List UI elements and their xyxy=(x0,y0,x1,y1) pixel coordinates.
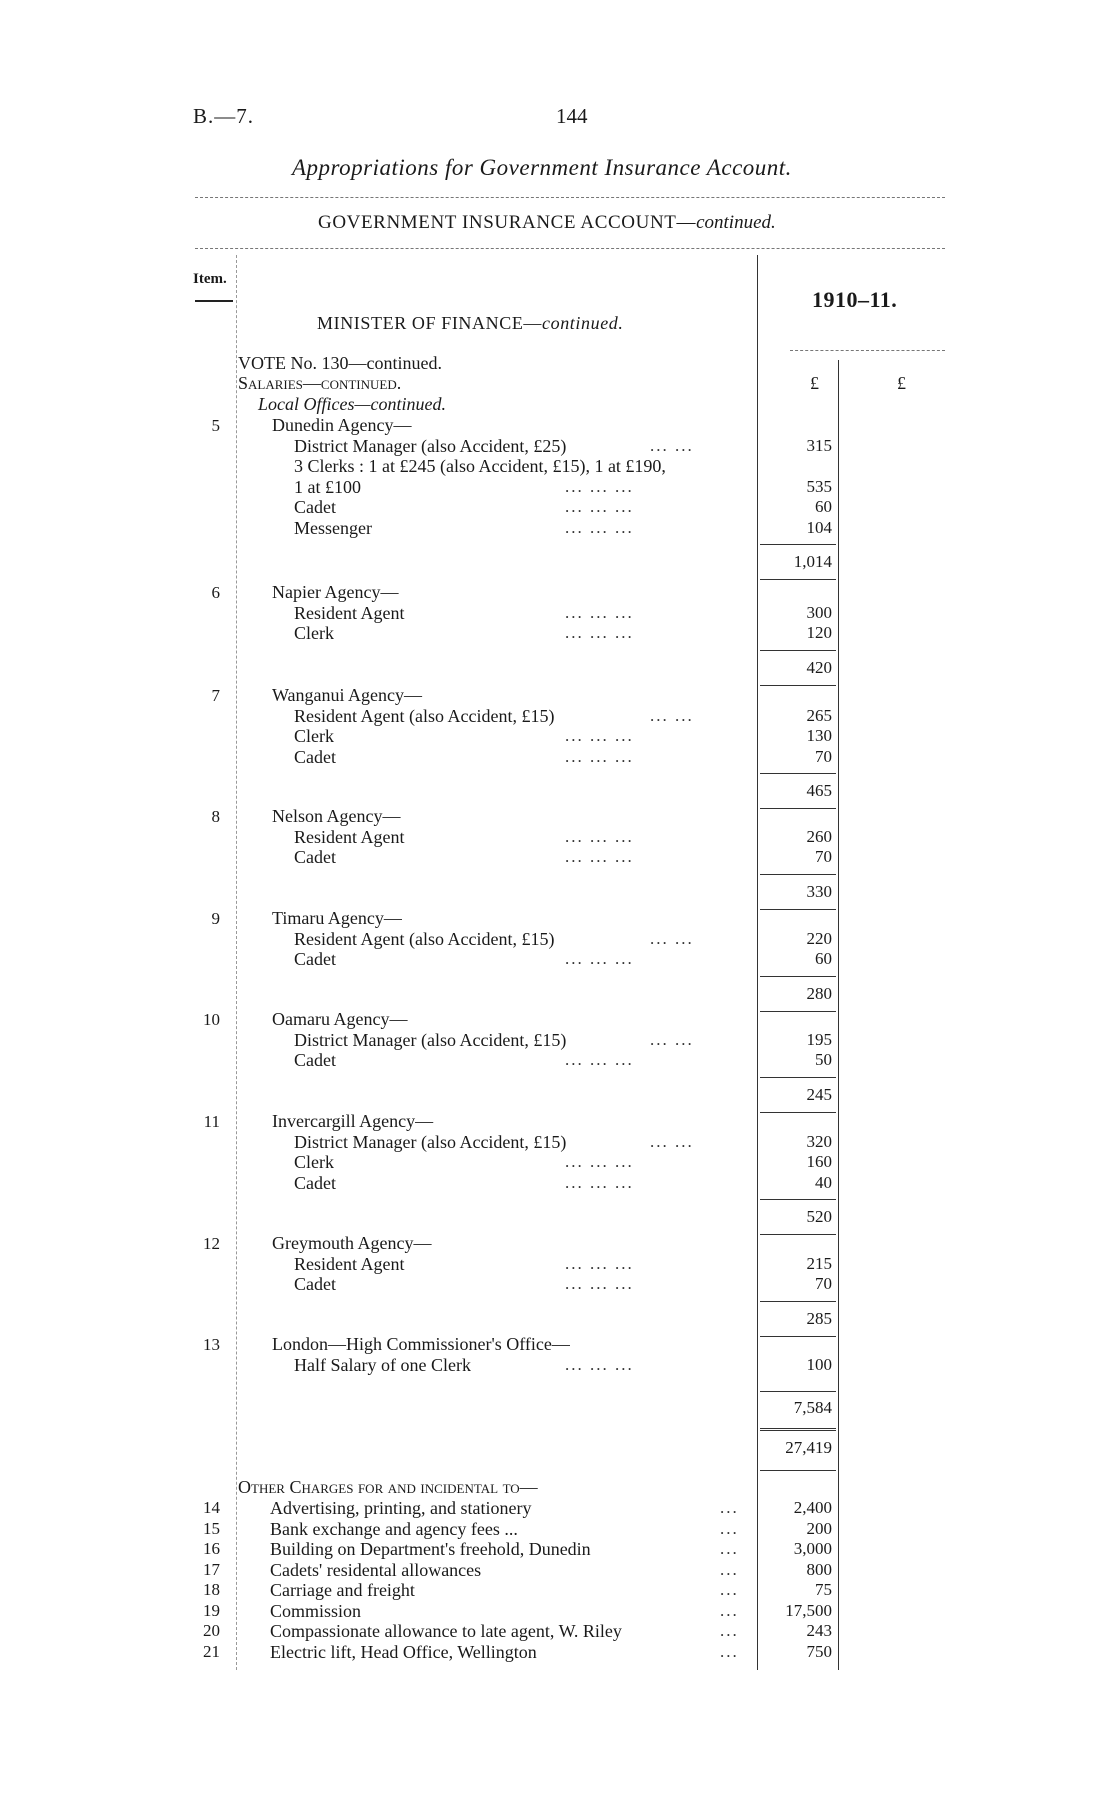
leader-dots: ... ... ... xyxy=(565,497,634,516)
agency-total-bottom-rule xyxy=(760,1234,836,1235)
other-charges-heading: Other Charges for and incidental to— xyxy=(238,1477,538,1497)
agency-name: Timaru Agency— xyxy=(272,908,402,928)
leader-dots: ... ... ... xyxy=(565,623,634,642)
leader-dots: ... ... ... xyxy=(565,1354,634,1374)
document-code: B.—7. xyxy=(193,104,255,128)
agency-total: 1,014 xyxy=(793,552,832,571)
leader-dots: ... ... ... xyxy=(565,746,634,766)
agency-total-bottom-rule xyxy=(760,909,836,910)
minister-main: MINISTER OF FINANCE— xyxy=(317,313,543,333)
agency-item-number: 10 xyxy=(203,1010,220,1029)
other-charge-amount: 3,000 xyxy=(793,1539,832,1558)
leader-dots: ... ... ... xyxy=(565,949,634,968)
agency-line-label: Cadet xyxy=(294,1172,336,1193)
agency-line-amount: 160 xyxy=(806,1152,832,1171)
agency-total-rule xyxy=(760,1301,836,1302)
leader-dots: ... xyxy=(720,1621,739,1640)
local-offices-total: 7,584 xyxy=(793,1398,832,1417)
amount-column-rule-left xyxy=(757,255,758,1670)
item-header-dash xyxy=(195,300,233,302)
leader-dots: ... ... xyxy=(650,1131,694,1151)
leader-dots: ... ... ... xyxy=(565,1253,634,1273)
agency-total-rule xyxy=(760,544,836,545)
agency-line-label: Clerk xyxy=(294,726,334,746)
agency-total: 285 xyxy=(806,1308,832,1328)
currency-symbol-2: £ xyxy=(897,373,906,393)
leader-dots: ... ... ... xyxy=(565,1172,634,1192)
other-charge-amount: 2,400 xyxy=(793,1498,832,1517)
agency-line-label: Cadet xyxy=(294,497,336,517)
agency-line-amount: 535 xyxy=(806,476,832,496)
other-charge-label: Bank exchange and agency fees ... xyxy=(270,1518,518,1539)
salaries-total-bottom-rule xyxy=(760,1470,836,1471)
other-charge-item-number: 15 xyxy=(203,1518,220,1538)
agency-line-label: Cadet xyxy=(294,1050,336,1070)
leader-dots: ... ... ... xyxy=(565,847,634,866)
agency-name: Wanganui Agency— xyxy=(272,685,423,705)
agency-line-label: District Manager (also Accident, £15) xyxy=(294,1029,567,1050)
leader-dots: ... xyxy=(720,1539,739,1558)
agency-line-amount: 60 xyxy=(815,497,832,516)
other-charge-label: Cadets' residental allowances xyxy=(270,1559,482,1580)
leader-dots: ... ... xyxy=(650,705,694,725)
agency-line-label: Cadet xyxy=(294,746,336,767)
agency-line-amount: 215 xyxy=(806,1253,832,1273)
agency-name: Napier Agency— xyxy=(272,582,399,602)
other-charge-amount: 243 xyxy=(806,1621,832,1640)
agency-total-bottom-rule xyxy=(760,685,836,686)
agency-total: 330 xyxy=(806,881,832,901)
leader-dots: ... ... ... xyxy=(565,1274,634,1293)
agency-line-label: Resident Agent xyxy=(294,826,405,847)
local-offices-total-rule xyxy=(760,1391,836,1392)
other-charge-label: Compassionate allowance to late agent, W. Riley xyxy=(270,1621,622,1641)
agency-line-label: Cadet xyxy=(294,1274,336,1294)
other-charge-amount: 17,500 xyxy=(785,1600,832,1620)
other-charge-amount: 75 xyxy=(815,1580,832,1599)
leader-dots: ... xyxy=(720,1518,739,1538)
year-column-header: 1910–11. xyxy=(812,287,898,312)
agency-line-amount: 70 xyxy=(815,847,832,866)
amount-column-rule-right xyxy=(838,360,839,1670)
other-charge-item-number: 14 xyxy=(203,1498,220,1517)
agency-line-amount: 265 xyxy=(806,705,832,725)
agency-item-number: 7 xyxy=(211,686,220,705)
agency-line-label: District Manager (also Accident, £15) xyxy=(294,1131,567,1152)
agency-line-label: Clerk xyxy=(294,623,334,643)
agency-total: 465 xyxy=(806,781,832,800)
agency-line-label: Resident Agent xyxy=(294,1253,405,1274)
other-charge-label: Building on Department's freehold, Dunedin xyxy=(270,1539,591,1559)
agency-line-label: Resident Agent (also Accident, £15) xyxy=(294,705,555,726)
agency-item-number: 6 xyxy=(211,583,220,602)
agency-line-amount: 120 xyxy=(806,623,832,642)
page-title: Appropriations for Government Insurance Account. xyxy=(292,155,792,180)
agency-line-amount: 315 xyxy=(806,435,832,455)
other-charge-amount: 200 xyxy=(806,1518,832,1538)
subtitle-main: GOVERNMENT INSURANCE ACCOUNT— xyxy=(318,212,697,233)
other-charge-item-number: 19 xyxy=(203,1600,220,1620)
agency-line-label: Cadet xyxy=(294,949,336,969)
subtitle-continued: continued. xyxy=(696,212,776,233)
agency-total-rule xyxy=(760,773,836,774)
salaries-heading: Salaries—continued. xyxy=(238,373,402,393)
agency-item-number: 13 xyxy=(203,1335,220,1354)
minister-heading xyxy=(317,313,624,334)
agency-total-rule xyxy=(760,976,836,977)
leader-dots: ... xyxy=(720,1559,739,1579)
agency-line-amount: 50 xyxy=(815,1050,832,1069)
leader-dots: ... ... ... xyxy=(565,826,634,846)
agency-total: 420 xyxy=(806,657,832,677)
other-charge-label: Advertising, printing, and stationery xyxy=(270,1498,532,1518)
leader-dots: ... xyxy=(720,1641,739,1661)
agency-line-amount: 195 xyxy=(806,1029,832,1049)
agency-line-amount: 104 xyxy=(806,517,832,537)
agency-line-amount: 60 xyxy=(815,949,832,968)
agency-total: 520 xyxy=(806,1207,832,1226)
agency-total-bottom-rule xyxy=(760,579,836,580)
agency-line-label: 3 Clerks : 1 at £245 (also Accident, £15), 1 at £190, xyxy=(294,456,666,476)
agency-name: Nelson Agency— xyxy=(272,806,401,826)
leader-dots: ... ... xyxy=(650,435,694,455)
agency-item-number: 8 xyxy=(211,807,220,826)
agency-total: 280 xyxy=(806,983,832,1003)
agency-total-bottom-rule xyxy=(760,1336,836,1337)
agency-total-bottom-rule xyxy=(760,808,836,809)
agency-total-bottom-rule xyxy=(760,1112,836,1113)
agency-name: Greymouth Agency— xyxy=(272,1233,432,1253)
agency-line-amount: 220 xyxy=(806,928,832,948)
leader-dots: ... xyxy=(720,1498,739,1517)
agency-line-amount: 300 xyxy=(806,602,832,622)
currency-divider xyxy=(790,350,945,351)
other-charge-amount: 800 xyxy=(806,1559,832,1579)
leader-dots: ... ... ... xyxy=(565,1050,634,1069)
other-charge-label: Electric lift, Head Office, Wellington xyxy=(270,1641,537,1662)
agency-line-label: Resident Agent (also Accident, £15) xyxy=(294,928,555,949)
leader-dots: ... ... xyxy=(650,1029,694,1049)
page-number: 144 xyxy=(556,104,588,128)
item-column-header: Item. xyxy=(193,271,227,287)
agency-line-label: Cadet xyxy=(294,847,336,867)
agency-item-number: 9 xyxy=(211,909,220,928)
agency-line-amount: 70 xyxy=(815,746,832,766)
agency-line-amount: 100 xyxy=(806,1354,832,1374)
leader-dots: ... xyxy=(720,1600,739,1620)
agency-line-label: 1 at £100 xyxy=(294,476,361,497)
agency-item-number: 5 xyxy=(211,416,220,435)
leader-dots: ... ... ... xyxy=(565,726,634,745)
agency-item-number: 12 xyxy=(203,1234,220,1253)
other-charge-amount: 750 xyxy=(806,1641,832,1661)
leader-dots: ... ... xyxy=(650,928,694,948)
other-charge-item-number: 16 xyxy=(203,1539,220,1558)
agency-line-amount: 260 xyxy=(806,826,832,846)
agency-total-bottom-rule xyxy=(760,1011,836,1012)
agency-item-number: 11 xyxy=(203,1112,220,1131)
agency-line-label: District Manager (also Accident, £25) xyxy=(294,435,567,456)
agency-line-amount: 130 xyxy=(806,726,832,745)
item-column-rule xyxy=(236,255,237,1670)
salaries-total-rule xyxy=(760,1428,836,1431)
leader-dots: ... ... ... xyxy=(565,602,634,622)
other-charge-item-number: 21 xyxy=(203,1641,220,1661)
local-offices-heading: Local Offices—continued. xyxy=(258,394,446,414)
agency-line-label: Resident Agent xyxy=(294,602,405,623)
leader-dots: ... xyxy=(720,1580,739,1599)
agency-total-rule xyxy=(760,1199,836,1200)
agency-total-rule xyxy=(760,650,836,651)
agency-line-amount: 320 xyxy=(806,1131,832,1151)
currency-symbol-1: £ xyxy=(810,373,819,393)
other-charge-label: Commission xyxy=(270,1600,362,1621)
minister-continued: continued. xyxy=(542,313,624,333)
agency-line-label: Clerk xyxy=(294,1152,334,1172)
salaries-total: 27,419 xyxy=(785,1438,832,1457)
leader-dots: ... ... ... xyxy=(565,517,634,537)
agency-line-label: Messenger xyxy=(294,517,372,538)
other-charge-item-number: 20 xyxy=(203,1621,220,1640)
section-subtitle xyxy=(318,212,776,234)
vote-heading: VOTE No. 130—continued. xyxy=(238,353,442,373)
agency-name: Dunedin Agency— xyxy=(272,415,412,435)
agency-line-amount: 40 xyxy=(815,1172,832,1192)
title-divider xyxy=(195,197,945,198)
leader-dots: ... ... ... xyxy=(565,1152,634,1171)
agency-name: Oamaru Agency— xyxy=(272,1009,408,1029)
leader-dots: ... ... ... xyxy=(565,476,634,496)
agency-name: London—High Commissioner's Office— xyxy=(272,1334,570,1354)
agency-total-rule xyxy=(760,874,836,875)
agency-line-amount: 70 xyxy=(815,1274,832,1293)
other-charge-item-number: 18 xyxy=(203,1580,220,1599)
subtitle-divider xyxy=(195,248,945,249)
agency-total-rule xyxy=(760,1077,836,1078)
other-charge-label: Carriage and freight xyxy=(270,1580,415,1600)
agency-line-label: Half Salary of one Clerk xyxy=(294,1354,471,1375)
agency-name: Invercargill Agency— xyxy=(272,1111,434,1131)
agency-total: 245 xyxy=(806,1084,832,1104)
other-charge-item-number: 17 xyxy=(203,1559,220,1579)
